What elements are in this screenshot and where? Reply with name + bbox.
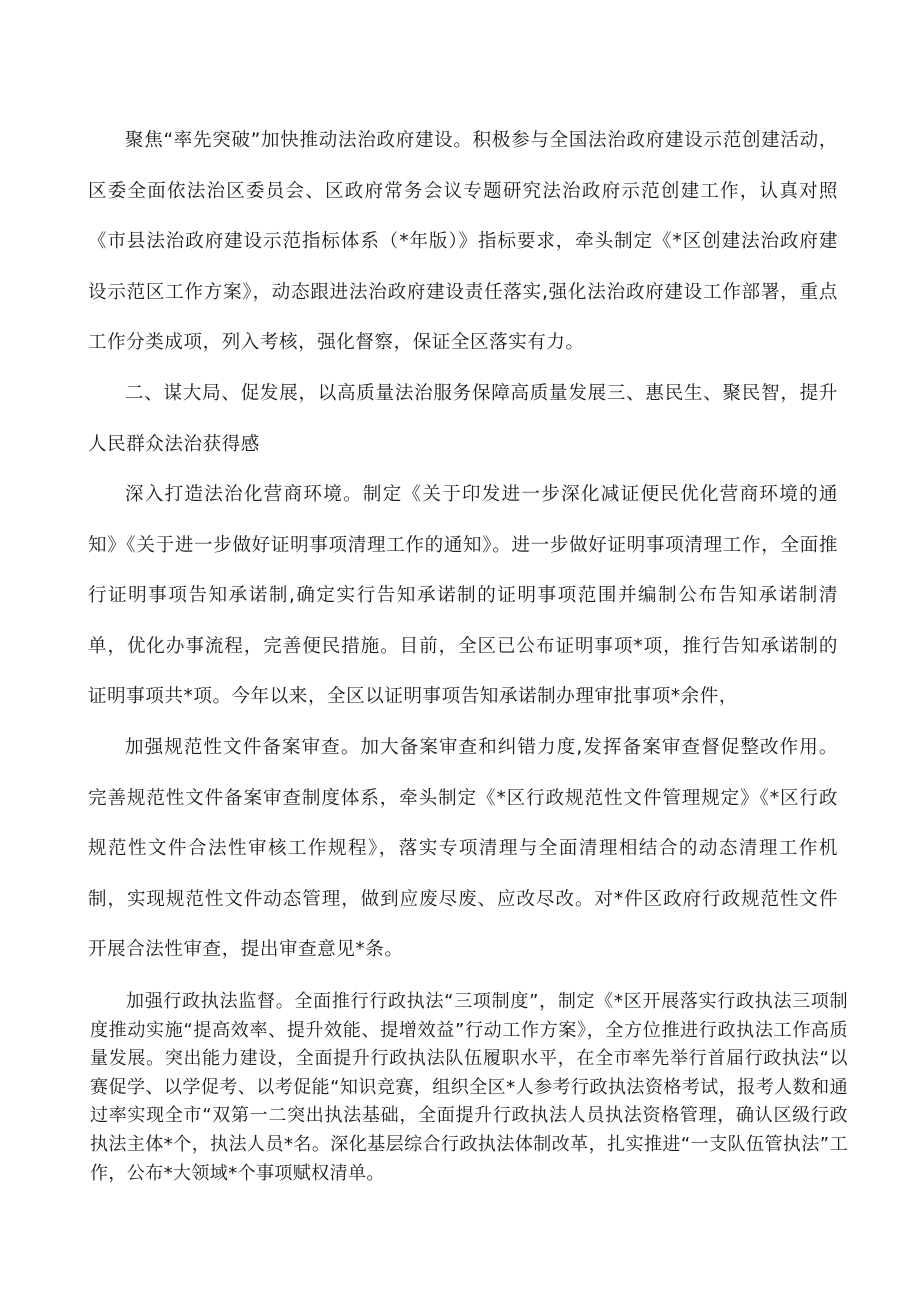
- paragraph-law-enforcement-supervision: 加强行政执法监督。全面推行行政执法“三项制度”，制定《*区开展落实行政执法三项制度推动实施“提高效率、提升效能、提增效益”行动工作方案》，全方位推进行政执法工作高质量发展。突出能力建设，全面提升行政执法队伍履职水平，在全市率先举行首届行政执法“以赛促学、以学促考、以考促能“知识竞赛，组织全区*人参考行政执法资格考试，报考人数和通过率实现全市“双第一二突出执法基础，全面提升行政执法人员执法资格管理，确认区级行政执法主体*个，执法人员*名。深化基层综合行政执法体制改革，扎实推进“一支队伍管执法”工作，公布*大领域*个事项赋权清单。: [90, 991, 848, 1184]
- paragraph-normative-documents: 加强规范性文件备案审查。加大备案审查和纠错力度,发挥备案审查督促整改作用。完善规范性文件备案审查制度体系，牵头制定《*区行政规范性文件管理规定》《*区行政规范性文件合法性审核工作规程》，落实专项清理与全面清理相结合的动态清理工作机制，实现规范性文件动态管理，做到应废尽废、应改尽改。对*件区政府行政规范性文件开展合法性审查，提出审查意见*条。: [88, 737, 838, 960]
- paragraph-business-environment: 深入打造法治化营商环境。制定《关于印发进一步深化减证便民优化营商环境的通知》《关于进一步做好证明事项清理工作的通知》。进一步做好证明事项清理工作，全面推行证明事项告知承诺制,确定实行告知承诺制的证明事项范围并编制公布告知承诺制清单，优化办事流程，完善便民措施。目前，全区已公布证明事项*项，推行告知承诺制的证明事项共*项。今年以来，全区以证明事项告知承诺制办理审批事项*余件，: [88, 484, 838, 707]
- paragraph-rule-of-law-government: 聚焦“率先突破”加快推动法治政府建设。积极参与全国法治政府建设示范创建活动，区委全面依法治区委员会、区政府常务会议专题研究法治政府示范创建工作，认真对照《市县法治政府建设示范指标体系（*年版）》指标要求，牵头制定《*区创建法治政府建设示范区工作方案》，动态跟进法治政府建设责任落实,强化法治政府建设工作部署，重点工作分类成项，列入考核，强化督察，保证全区落实有力。: [88, 130, 838, 353]
- section-heading-two-three: 二、谋大局、促发展，以高质量法治服务保障高质量发展三、惠民生、聚民智，提升人民群众法治获得感: [88, 383, 838, 455]
